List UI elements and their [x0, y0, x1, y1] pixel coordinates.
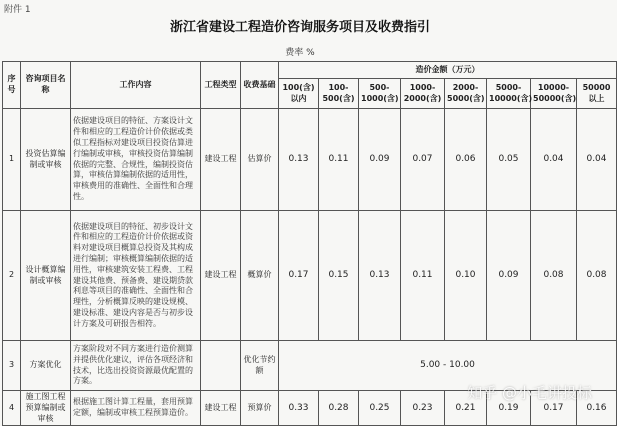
- rate-cell: 0.11: [319, 109, 359, 211]
- row-basis: 优化节约额: [241, 341, 279, 391]
- row-index: 2: [3, 211, 21, 341]
- row-work: 依据建设项目的特征、方案设计文件和相应的工程造价计价依据或类似工程指标对建设项目投资估算进行编制或审核，审核投资估算编制依据的完整、合规性，编制投资估算，审核估算编制依据的适用性，审核费用的准确性、全面性和合理性。: [71, 109, 201, 211]
- row-type: [201, 341, 241, 391]
- rate-cell: 0.21: [445, 391, 487, 426]
- watermark: 知乎 @小毛讲投标: [467, 384, 592, 402]
- rate-cell: 0.10: [445, 211, 487, 341]
- header-tier: 2000-5000(含): [445, 79, 487, 109]
- rate-cell: 0.05: [487, 109, 531, 211]
- rate-cell: 0.08: [577, 211, 617, 341]
- rate-cell: 0.15: [319, 211, 359, 341]
- row-item: 设计概算编制或审核: [21, 211, 71, 341]
- header-tier: 100-500(含): [319, 79, 359, 109]
- header-item: 咨询项目名称: [21, 62, 71, 109]
- row-item: 施工图工程预算编制或审核: [21, 391, 71, 426]
- rate-cell: 0.25: [359, 391, 401, 426]
- header-tier: 5000-10000(含): [487, 79, 531, 109]
- rate-cell: 0.06: [445, 109, 487, 211]
- row-type: 建设工程: [201, 211, 241, 341]
- table-row: [3, 211, 617, 341]
- header-work: 工作内容: [71, 62, 201, 109]
- rate-cell: 0.23: [401, 391, 445, 426]
- rate-cell: 0.09: [359, 109, 401, 211]
- rate-cell: 0.04: [577, 109, 617, 211]
- header-type: 工程类型: [201, 62, 241, 109]
- header-tier: 500-1000(含): [359, 79, 401, 109]
- row-item: 方案优化: [21, 341, 71, 391]
- attachment-label: 附件 1: [4, 5, 31, 15]
- row-index: 3: [3, 341, 21, 391]
- row-item: 投资估算编制或审核: [21, 109, 71, 211]
- header-tier: 100(含)以内: [279, 79, 319, 109]
- unit-label: 费率 %: [285, 48, 315, 58]
- rate-cell: 0.13: [359, 211, 401, 341]
- header-basis: 收费基础: [241, 62, 279, 109]
- row-index: 1: [3, 109, 21, 211]
- header-tier: 1000-2000(含): [401, 79, 445, 109]
- rate-cell: 0.19: [487, 391, 531, 426]
- row-basis: 预算价: [241, 391, 279, 426]
- table-row: [3, 109, 617, 211]
- header-index: 序号: [3, 62, 21, 109]
- header-tier: 50000以上: [577, 79, 617, 109]
- rate-cell: 0.09: [487, 211, 531, 341]
- fee-table: [2, 61, 617, 426]
- rate-cell: 0.04: [531, 109, 577, 211]
- rate-cell: 0.07: [401, 109, 445, 211]
- row-work: 方案阶段对不同方案进行造价测算并提供优化建议，评估各项经济和技术，比选出投资资源最优配置的方案。: [71, 341, 201, 391]
- row-type: 建设工程: [201, 391, 241, 426]
- rate-cell: 0.11: [401, 211, 445, 341]
- page-title: 浙江省建设工程造价咨询服务项目及收费指引: [169, 20, 430, 35]
- rate-cell: 0.17: [531, 391, 577, 426]
- row-work: 依据建设项目的特征、初步设计文件和相应的工程造价计价依据或资料对建设项目概算总投资及其构成进行编制；审核概算编制依据的适用性，审核建筑安装工程费、工程建设其他费、预备费、建设期贷款利息等项目的准确性、全面性和合理性，分析概算反映的建设规模、建设标准、建设内容是否与初步设计方案及可研报告相符。: [71, 211, 201, 341]
- row-work: 根据施工图计算工程量，套用预算定额，编制或审核工程预算造价。: [71, 391, 201, 426]
- row-basis: 估算价: [241, 109, 279, 211]
- merged-rate-cell: 5.00 - 10.00: [279, 341, 617, 391]
- row-index: 4: [3, 391, 21, 426]
- rate-cell: 0.13: [279, 109, 319, 211]
- rate-cell: 0.28: [319, 391, 359, 426]
- rate-cell: 0.16: [577, 391, 617, 426]
- rate-cell: 0.08: [531, 211, 577, 341]
- row-basis: 概算价: [241, 211, 279, 341]
- header-tier: 10000-50000(含): [531, 79, 577, 109]
- header-amount-group: 造价金额（万元）: [279, 62, 617, 79]
- row-type: 建设工程: [201, 109, 241, 211]
- rate-cell: 0.17: [279, 211, 319, 341]
- rate-cell: 0.33: [279, 391, 319, 426]
